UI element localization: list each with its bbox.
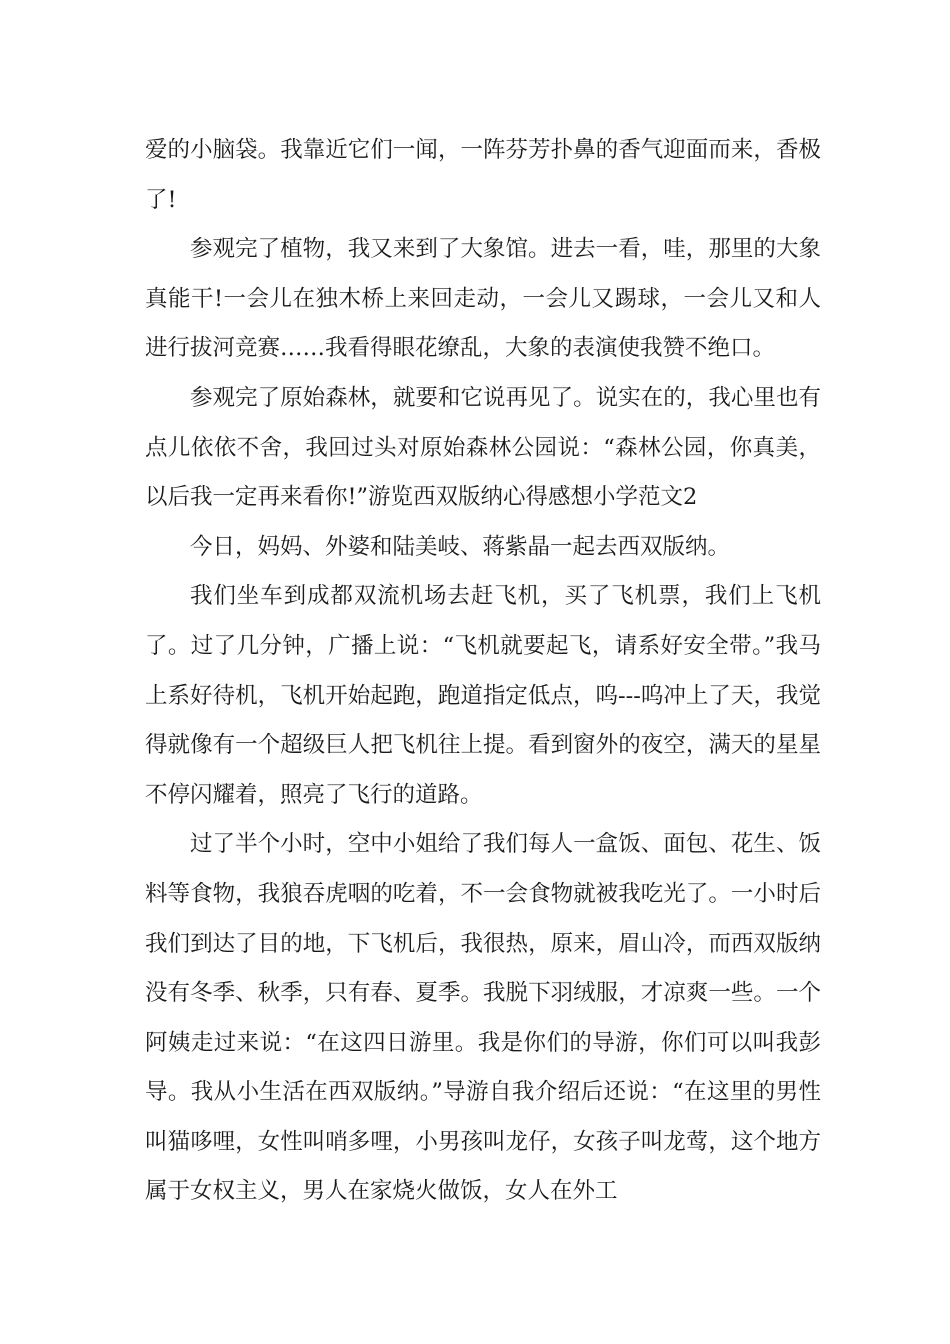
paragraph-continued: 爱的小脑袋。我靠近它们一闻，一阵芬芳扑鼻的香气迎面而来，香极了!	[145, 137, 821, 213]
paragraph-flight: 我们坐车到成都双流机场去赶飞机，买了飞机票，我们上飞机了。过了几分钟，广播上说：“飞机就要起飞，请系好安全带。”我马上系好待机，飞机开始起跑，跑道指定低点，呜---呜冲上了天，我觉得就像有一个超级巨人把飞机往上提。看到窗外的夜空，满天的星星不停闪耀着，照亮了飞行的道路。	[145, 583, 821, 808]
paragraph-arrival: 过了半个小时，空中小姐给了我们每人一盒饭、面包、花生、饭料等食物，我狼吞虎咽的吃着，不一会食物就被我吃光了。一小时后我们到达了目的地，下飞机后，我很热，原来，眉山冷，而西双版纳没有冬季、秋季，只有春、夏季。我脱下羽绒服，才凉爽一些。一个阿姨走过来说：“在这四日游里。我是你们的导游，你们可以叫我彭导。我从小生活在西双版纳。”导游自我介绍后还说：“在这里的男性叫猫哆哩，女性叫哨多哩，小男孩叫龙仔，女孩子叫龙莺，这个地方属于女权主义，男人在家烧火做饭，女人在外工	[145, 831, 821, 1205]
document-body	[145, 126, 821, 1217]
paragraph-elephant-hall: 参观完了植物，我又来到了大象馆。进去一看，哇，那里的大象真能干!一会儿在独木桥上来回走动，一会儿又踢球，一会儿又和人进行拔河竞赛……我看得眼花缭乱，大象的表演使我赞不绝口。	[145, 236, 821, 362]
paragraph-trip-start: 今日，妈妈、外婆和陆美岐、蒋紫晶一起去西双版纳。	[190, 533, 731, 560]
paragraph-farewell-forest: 参观完了原始森林，就要和它说再见了。说实在的，我心里也有点儿依依不舍，我回过头对原始森林公园说：“森林公园，你真美，以后我一定再来看你!”游览西双版纳心得感想小学范文2	[145, 384, 821, 511]
